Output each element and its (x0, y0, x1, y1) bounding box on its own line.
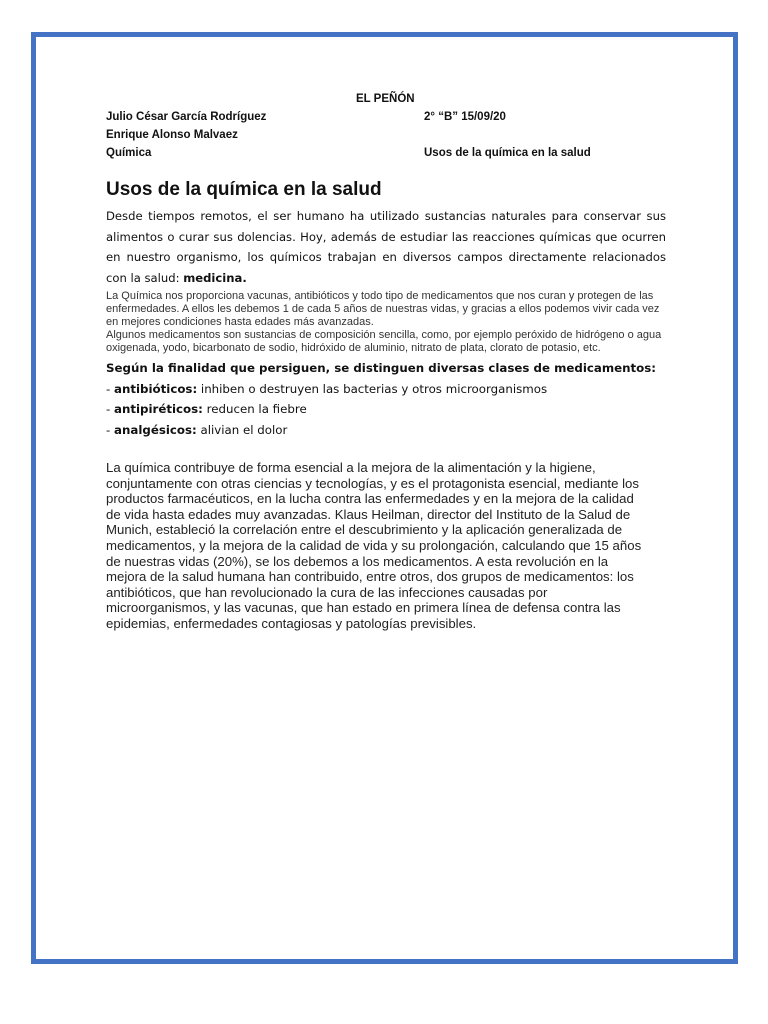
school-name: EL PEÑÓN (356, 93, 415, 105)
list-item (106, 420, 666, 441)
list-dash: - (106, 402, 115, 416)
classes-section (106, 358, 666, 440)
paragraph-vacunas: La Química nos proporciona vacunas, antibióticos y todo tipo de medicamentos que nos curan y protegen de las enfermedades. A ellos les debemos 1 de cada 5 años de nuestras vidas, y gracias a ellos podemos vivir cada vez en mejores condiciones hasta edades más avanzadas. (106, 290, 660, 328)
list-desc: inhiben o destruyen las bacterias y otros microorganismos (197, 381, 548, 396)
header-row-1 (106, 108, 666, 126)
student-name-2: Enrique Alonso Malvaez (106, 129, 238, 141)
subject: Química (106, 147, 152, 159)
school-name-row (106, 90, 666, 108)
list-dash: - (106, 422, 115, 437)
list-term: analgésicos: (114, 422, 197, 437)
list-item (106, 379, 666, 400)
group-and-date: 2° “B” 15/09/20 (424, 111, 506, 123)
list-dash: - (106, 381, 115, 396)
student-name-1: Julio César García Rodríguez (106, 111, 267, 123)
small-paragraphs (106, 290, 666, 355)
body-paragraph: La química contribuye de forma esencial a la mejora de la alimentación y la higiene, conjuntamente con otras ciencias y tecnologías, y es el protagonista esencial, mediante los productos farmacéuticos, en la lucha contra las enfermedades y en la mejora de la calidad de vida hasta edades muy avanzadas. Klaus Heilman, director del Instituto de la Salud de Munich, estableció la correlación entre el descubrimiento y la aplicación generalizada de medicamentos, y la mejora de la calidad de vida y su prolongación, calculando que 15 años de nuestras vidas (20%), se los debemos a los medicamentos. A esta revolución en la mejora de la salud humana han contribuido, entre otros, dos grupos de medicamentos: los antibióticos, que han revolucionado la cura de las infecciones causadas por microorganismos, y las vacunas, que han estado en primera línea de defensa contra las epidemias, enfermedades contagiosas y patologías previsibles. (106, 460, 642, 631)
list-desc: reducen la fiebre (202, 402, 307, 416)
intro-emphasis: medicina. (183, 270, 247, 285)
topic: Usos de la química en la salud (424, 147, 591, 159)
intro-text: Desde tiempos remotos, el ser humano ha utilizado sustancias naturales para conservar sus alimentos o curar sus dolencias. Hoy, además de estudiar las reacciones químicas que ocurren en nuestro organismo, los químicos trabajan en diversos campos directamente relacionados con la salud: (106, 209, 666, 285)
classes-intro: Según la finalidad que persiguen, se distinguen diversas clases de medicamentos: (106, 361, 657, 375)
header-row-2 (106, 126, 666, 144)
list-term: antibióticos: (114, 381, 198, 396)
document-content (106, 90, 666, 632)
list-item (106, 399, 666, 420)
list-desc: alivian el dolor (196, 422, 288, 437)
paragraph-medicamentos: Algunos medicamentos son sustancias de composición sencilla, como, por ejemplo peróxido de hidrógeno o agua oxigenada, yodo, bicarbonato de sodio, hidróxido de aluminio, nitrato de plata, clorato de potasio, etc. (106, 329, 662, 354)
header-row-3 (106, 144, 666, 162)
document-title: Usos de la química en la salud (106, 179, 382, 200)
list-term: antipiréticos: (114, 402, 203, 416)
intro-paragraph (106, 206, 666, 288)
